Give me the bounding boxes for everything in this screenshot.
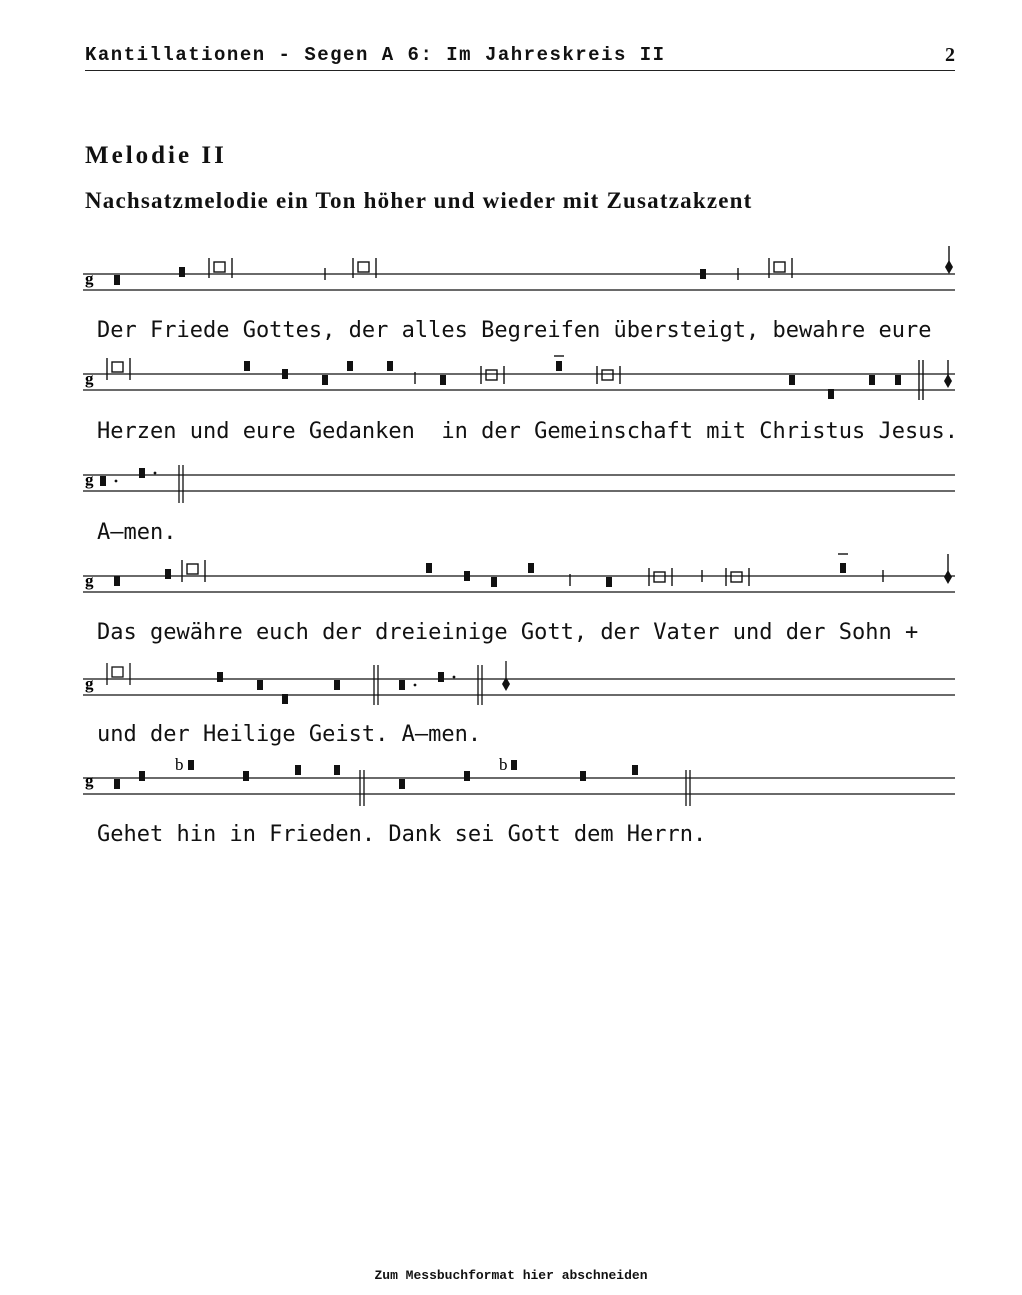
clef-g: g [85,369,94,388]
music-staff-6 [83,752,955,812]
clef-g: g [85,269,94,288]
music-staff-2 [83,350,955,410]
flat-sign: b [499,755,508,774]
lyric-line-4: Das gewähre euch der dreieinige Gott, der Vater und der Sohn + [97,620,919,645]
lyric-line-5: und der Heilige Geist. A–men. [97,722,482,747]
page-number: 2 [945,44,955,66]
music-staff-4 [83,552,955,612]
clef-g: g [85,470,94,489]
header-title: Kantillationen - Segen A 6: Im Jahreskreis II [85,44,666,66]
page-header [85,40,955,71]
music-staff-3 [83,455,955,515]
subheading: Nachsatzmelodie ein Ton höher und wieder mit Zusatzakzent [85,188,753,213]
clef-g: g [85,674,94,693]
lyric-line-6: Gehet hin in Frieden. Dank sei Gott dem Herrn. [97,822,707,847]
heading: Melodie II [85,142,227,169]
clef-g: g [85,771,94,790]
lyric-line-2: Herzen und eure Gedanken in der Gemeinschaft mit Christus Jesus. [97,419,958,444]
lyric-line-3: A–men. [97,520,177,545]
clef-g: g [85,571,94,590]
flat-sign: b [175,755,184,774]
music-staff-5 [83,655,955,715]
footer-cut-note: Zum Messbuchformat hier abschneiden [374,1268,648,1283]
lyric-line-1: Der Friede Gottes, der alles Begreifen übersteigt, bewahre eure [97,318,932,343]
music-staff-1 [83,240,955,300]
